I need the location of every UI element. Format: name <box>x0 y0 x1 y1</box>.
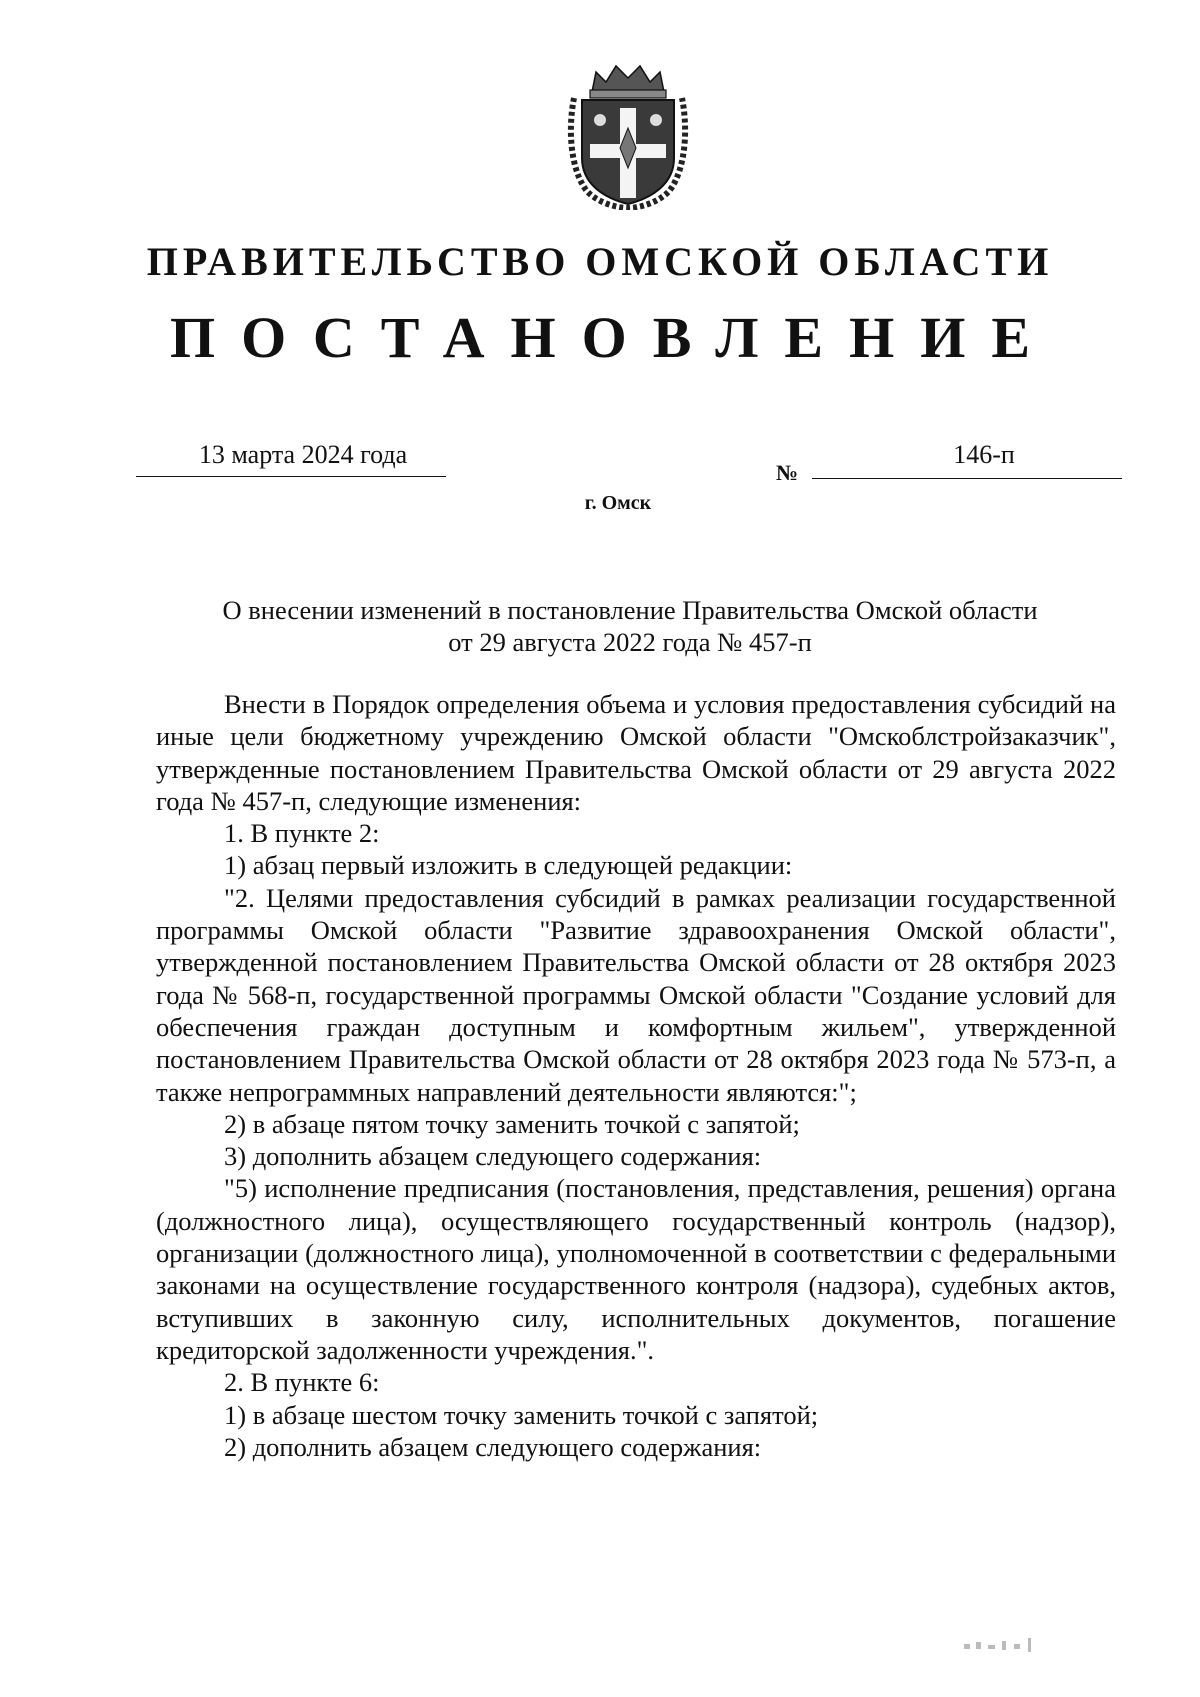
paragraph: 1) абзац первый изложить в следующей редакции: <box>224 850 793 881</box>
paragraph: "5) исполнение предписания (постановления, представления, решения) органа (должностного лица), осуществляющего государственный контроль (надзор), организации (должностного лица), уполномоченной в соответствии с федеральными законами на осуществление государственного контроля (надзора), судебных актов, вступивших в законную силу, исполнительных документов, погашение кредиторской задолженности учреждения.". <box>156 1173 1116 1365</box>
document-date <box>136 440 446 477</box>
document-type: ПОСТАНОВЛЕНИЕ <box>169 305 1057 370</box>
paragraph: 2) дополнить абзацем следующего содержания: <box>224 1431 762 1462</box>
faint-stamp-mark <box>962 1636 1082 1656</box>
title-line-2: от 29 августа 2022 года № 457-п <box>448 627 812 657</box>
paragraph: 2. В пункте 6: <box>224 1367 380 1398</box>
date-value: 13 марта 2024 года <box>198 440 408 469</box>
number-value: 146-п <box>953 440 1015 469</box>
document-body <box>156 688 1116 1463</box>
document-title <box>150 594 1110 658</box>
omsk-region-coat-of-arms-icon <box>566 58 690 210</box>
number-sign: № <box>776 460 799 485</box>
paragraph: 1) в абзаце шестом точку заменить точкой с запятой; <box>224 1399 819 1430</box>
paragraph: 1. В пункте 2: <box>224 818 380 849</box>
city: г. Омск <box>584 492 652 514</box>
paragraph: 2) в абзаце пятом точку заменить точкой с запятой; <box>224 1108 800 1139</box>
title-line-1: О внесении изменений в постановление Правительства Омской области <box>222 595 1038 625</box>
paragraph: 3) дополнить абзацем следующего содержания: <box>224 1141 762 1172</box>
number-underline <box>812 478 1122 479</box>
paragraph: "2. Целями предоставления субсидий в рамках реализации государственной программы Омской области "Развитие здравоохранения Омской области", утвержденной постановлением Правительства Омской области от 28 октября 2023 года № 568-п, государственной программы Омской области "Создание условий для обеспечения граждан доступным и комфортным жильем", утвержденной постановлением Правительства Омской области от 28 октября 2023 года № 573-п, а также непрограммных направлений деятельности являются:"; <box>156 882 1116 1107</box>
organization-name: ПРАВИТЕЛЬСТВО ОМСКОЙ ОБЛАСТИ <box>146 239 1054 284</box>
paragraph: Внести в Порядок определения объема и условия предоставления субсидий на иные цели бюджетному учреждению Омской области "Омскоблстройзаказчик", утвержденные постановлением Правительства Омской области от 29 августа 2022 года № 457-п, следующие изменения: <box>156 689 1116 816</box>
date-underline <box>136 476 446 477</box>
document-number <box>776 440 1122 485</box>
